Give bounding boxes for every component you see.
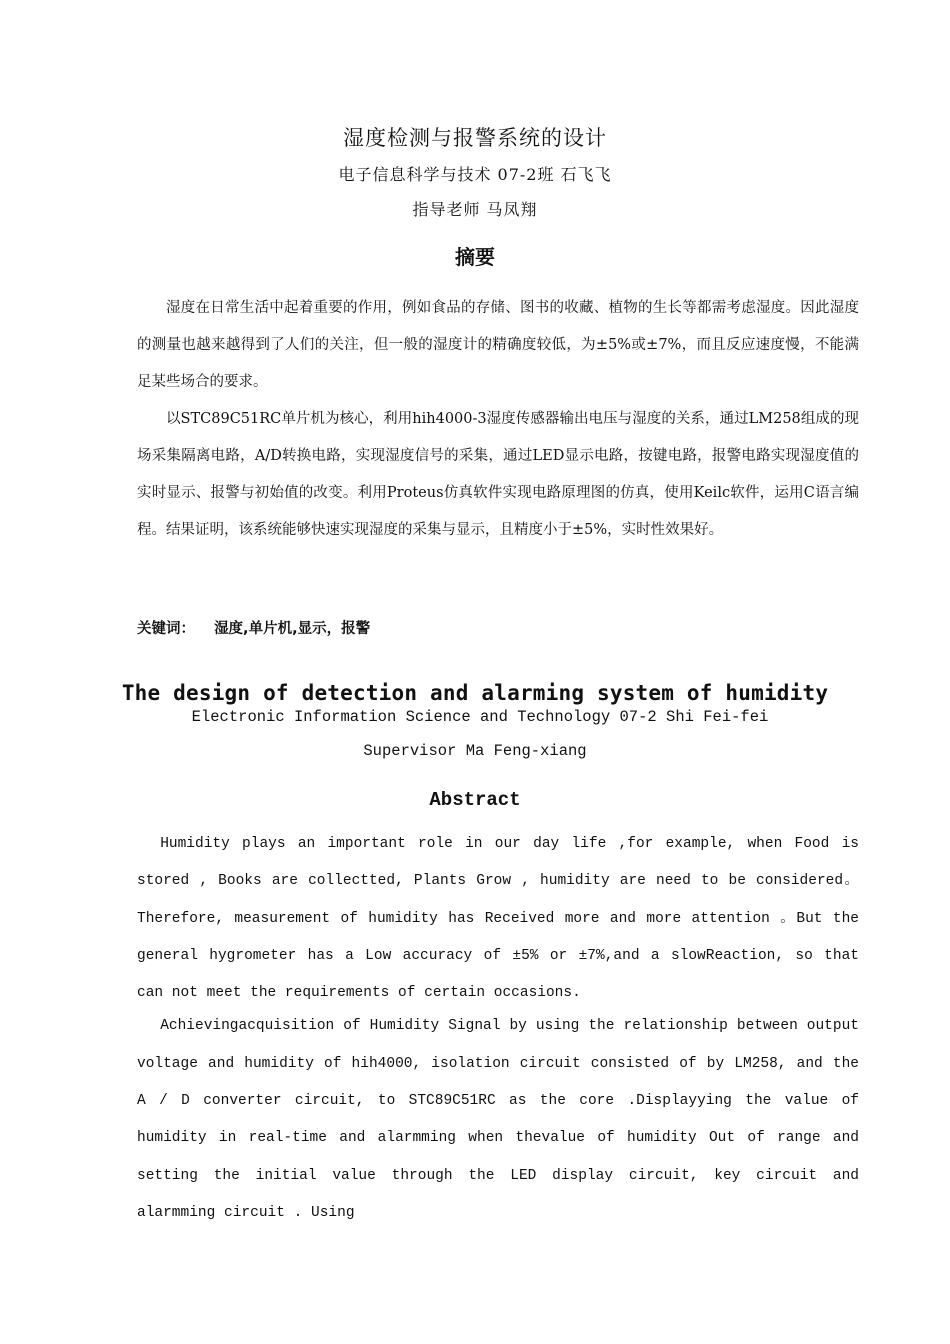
english-abstract-heading: Abstract <box>429 789 521 811</box>
english-author-line: Electronic Information Science and Technology 07-2 Shi Fei-fei <box>191 708 769 726</box>
chinese-keywords <box>137 617 370 638</box>
english-paragraph-2: Achievingacquisition of Humidity Signal by using the relationship between output voltage and humidity of hih4000, isolation circuit consisted of by LM258, and the A / D converter circuit, to STC89C51RC as the core .Displayying the value of humidity in real-time and alarmming when thevalue of humidity Out of range and setting the initial value through the LED display circuit, key circuit and alarmming circuit . Using <box>137 1018 859 1221</box>
chinese-paragraph-1: 湿度在日常生活中起着重要的作用，例如食品的存储、图书的收藏、植物的生长等都需考虑湿度。因此湿度的测量也越来越得到了人们的关注，但一般的湿度计的精确度较低，为±5%或±7%，而且反应速度慢，不能满足某些场合的要求。 <box>137 300 859 390</box>
keywords-value: 湿度,单片机,显示，报警 <box>214 621 371 637</box>
keywords-label: 关键词： <box>137 621 195 637</box>
english-abstract-body <box>137 826 859 1228</box>
chinese-author-line: 电子信息科学与技术 07-2班 石飞飞 <box>338 165 612 184</box>
chinese-abstract-body <box>137 290 859 549</box>
chinese-title: 湿度检测与报警系统的设计 <box>343 126 607 150</box>
english-title: The design of detection and alarming system of humidity <box>121 681 829 705</box>
chinese-paragraph-2: 以STC89C51RC单片机为核心，利用hih4000-3湿度传感器输出电压与湿度的关系，通过LM258组成的现场采集隔离电路，A/D转换电路，实现湿度信号的采集，通过LED显示电路，按键电路，报警电路实现湿度值的实时显示、报警与初始值的改变。利用Proteus仿真软件实现电路原理图的仿真，使用Keilc软件，运用C语言编程。结果证明，该系统能够快速实现湿度的采集与显示，且精度小于±5%，实时性效果好。 <box>137 411 859 538</box>
chinese-abstract-heading: 摘要 <box>455 245 495 269</box>
english-paragraph-1: Humidity plays an important role in our day life ,for example, when Food is stored , Books are collectted, Plants Grow , humidity are need to be considered。Therefore, measurement of humidity has Received more and more attention 。But the general hygrometer has a Low accuracy of ±5% or ±7%,and a slowReaction, so that can not meet the requirements of certain occasions. <box>137 836 859 1002</box>
english-supervisor-line: Supervisor Ma Feng-xiang <box>363 742 587 760</box>
chinese-supervisor-line: 指导老师 马凤翔 <box>412 200 538 219</box>
